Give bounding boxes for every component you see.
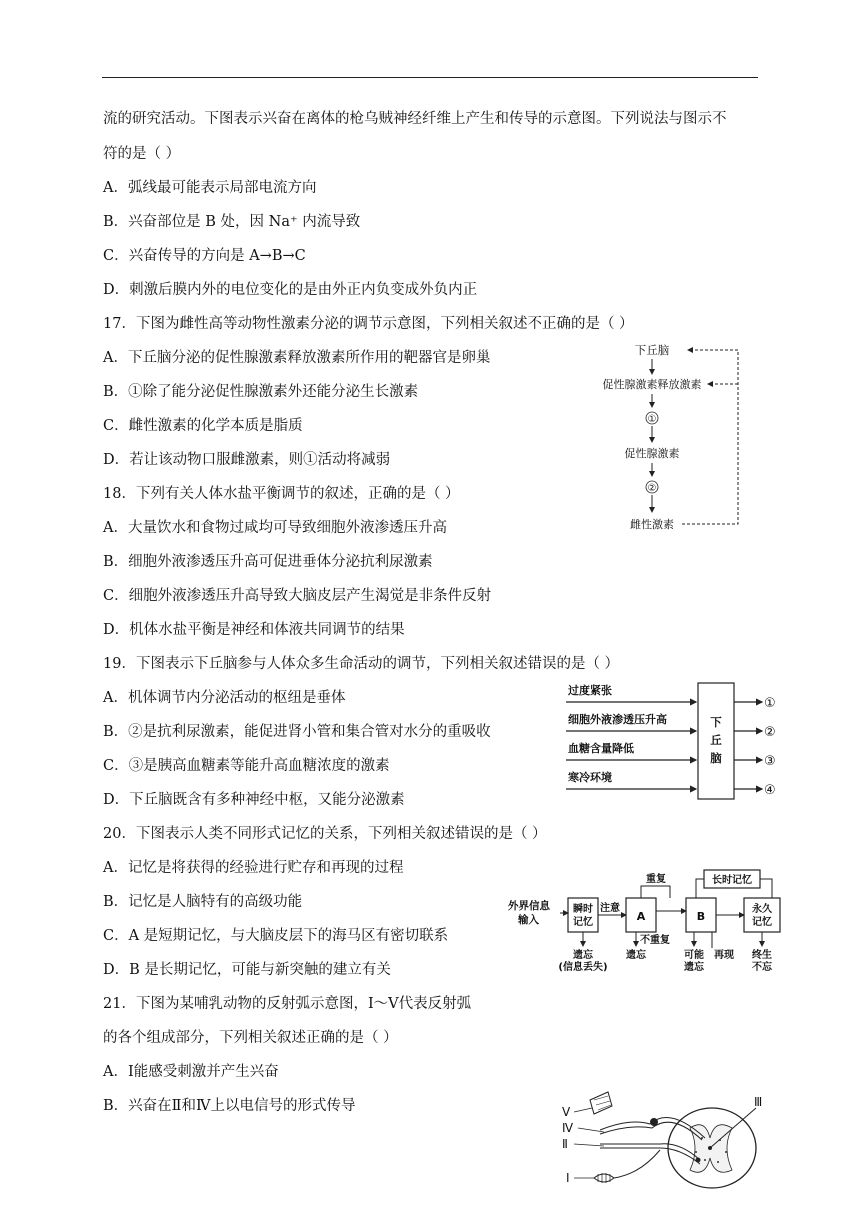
q20-box-a-label: A <box>636 910 646 923</box>
q19-input-osmotic: 细胞外液渗透压升高 <box>568 713 667 726</box>
q21-option-b: B．兴奋在Ⅱ和Ⅳ上以电信号的形式传导 <box>103 1098 356 1114</box>
q17-node-gonadotropin: 促性腺激素 <box>624 447 680 460</box>
q17-node-gnrh: 促性腺激素释放激素 <box>602 378 702 391</box>
q19-output-2: ② <box>764 725 776 740</box>
q19-option-c: C．③是胰高血糖素等能升高血糖浓度的激素 <box>103 758 390 774</box>
q20-attention: 注意 <box>600 903 620 914</box>
q17-option-c: C．雌性激素的化学本质是脂质 <box>103 418 303 434</box>
q19-box-char-1: 下 <box>710 715 722 729</box>
q19-box-char-3: 脑 <box>710 751 722 765</box>
q19-output-3: ③ <box>764 754 776 769</box>
q21-reflex-arc-diagram <box>560 1078 790 1208</box>
q16-option-a: A．弧线最可能表示局部电流方向 <box>103 180 317 196</box>
q16-option-b: B．兴奋部位是 B 处，因 Na⁺ 内流导致 <box>103 214 361 230</box>
q20-permanent-1: 永久 <box>752 904 772 915</box>
q18-option-a: A．大量饮水和食物过咸均可导致细胞外液渗透压升高 <box>103 520 447 536</box>
q20-option-c: C．A 是短期记忆，与大脑皮层下的海马区有密切联系 <box>103 928 449 944</box>
q16-intro-line2: 符的是（ ） <box>103 146 181 162</box>
q19-input-stress: 过度紧张 <box>568 684 612 697</box>
header-rule <box>102 77 758 78</box>
q17-hormone-diagram <box>590 338 750 538</box>
q18-option-c: C．细胞外液渗透压升高导致大脑皮层产生渴觉是非条件反射 <box>103 588 492 604</box>
q16-option-c: C．兴奋传导的方向是 A→B→C <box>103 248 306 264</box>
q20-stem: 20．下图表示人类不同形式记忆的关系，下列相关叙述错误的是（ ） <box>103 826 547 842</box>
q19-stem: 19．下图表示下丘脑参与人体众多生命活动的调节，下列相关叙述错误的是（ ） <box>103 656 620 672</box>
q17-node-2: ② <box>647 483 657 494</box>
q21-option-a: A．Ⅰ能感受刺激并产生兴奋 <box>103 1064 279 1080</box>
q21-stem-line2: 的各个组成部分，下列相关叙述正确的是（ ） <box>103 1030 398 1046</box>
q21-label-ii: Ⅱ <box>562 1137 568 1151</box>
q18-option-b: B．细胞外液渗透压升高可促进垂体分泌抗利尿激素 <box>103 554 433 570</box>
q19-output-4: ④ <box>764 783 776 798</box>
q20-forget-2: 遗忘 <box>626 950 646 961</box>
q20-box-instant-2: 记忆 <box>573 917 593 928</box>
q20-maybe-2: 遗忘 <box>684 962 704 973</box>
q18-option-d: D．机体水盐平衡是神经和体液共同调节的结果 <box>103 622 405 638</box>
q17-option-a: A．下丘脑分泌的促性腺激素释放激素所作用的靶器官是卵巢 <box>103 350 491 366</box>
q20-option-d: D．B 是长期记忆，可能与新突触的建立有关 <box>103 962 391 978</box>
q19-option-a: A．机体调节内分泌活动的枢纽是垂体 <box>103 690 346 706</box>
q17-node-hypothalamus: 下丘脑 <box>634 343 670 357</box>
q21-label-iv: Ⅳ <box>562 1121 574 1135</box>
q20-life-2: 不忘 <box>752 962 772 973</box>
q20-recall: 再现 <box>714 950 734 961</box>
q17-node-1: ① <box>647 414 657 425</box>
q17-node-estrogen: 雌性激素 <box>630 518 674 531</box>
q20-box-b-label: B <box>696 910 706 923</box>
q21-label-i: Ⅰ <box>566 1171 570 1185</box>
q17-option-b: B．①除了能分泌促性腺激素外还能分泌生长激素 <box>103 384 419 400</box>
q19-hypothalamus-diagram <box>562 680 812 802</box>
q20-memory-diagram <box>502 866 792 984</box>
q17-option-d: D．若让该动物口服雌激素，则①活动将减弱 <box>103 452 391 468</box>
q20-forget-1b: (信息丢失) <box>558 962 608 973</box>
q21-label-iii: Ⅲ <box>754 1095 763 1109</box>
q20-maybe-1: 可能 <box>684 950 704 961</box>
q20-option-b: B．记忆是人脑特有的高级功能 <box>103 894 303 910</box>
q19-option-b: B．②是抗利尿激素，能促进肾小管和集合管对水分的重吸收 <box>103 724 491 740</box>
q20-repeat: 重复 <box>646 874 666 885</box>
q18-stem: 18．下列有关人体水盐平衡调节的叙述，正确的是（ ） <box>103 486 460 502</box>
q20-permanent-2: 记忆 <box>752 917 772 928</box>
q16-option-d: D．刺激后膜内外的电位变化的是由外正内负变成外负内正 <box>103 282 478 298</box>
q21-stem-line1: 21．下图为某哺乳动物的反射弧示意图，Ⅰ～Ⅴ代表反射弧 <box>103 996 472 1012</box>
q20-long-label: 长时记忆 <box>712 875 752 886</box>
q20-option-a: A．记忆是将获得的经验进行贮存和再现的过程 <box>103 860 404 876</box>
q19-input-glucose: 血糖含量降低 <box>568 742 634 755</box>
q17-stem: 17．下图为雌性高等动物性激素分泌的调节示意图，下列相关叙述不正确的是（ ） <box>103 316 634 332</box>
q16-intro-line1: 流的研究活动。下图表示兴奋在离体的枪乌贼神经纤维上产生和传导的示意图。下列说法与图示不 <box>103 111 727 127</box>
q20-input-2: 输入 <box>518 914 539 926</box>
q19-output-1: ① <box>764 696 776 711</box>
q19-box-char-2: 丘 <box>710 733 722 747</box>
q21-label-v: Ⅴ <box>562 1105 571 1119</box>
q20-norepeat: 不重复 <box>640 935 670 946</box>
q19-input-cold: 寒冷环境 <box>568 771 612 784</box>
q20-life-1: 终生 <box>752 950 772 961</box>
q20-forget-1: 遗忘 <box>573 950 593 961</box>
q19-option-d: D．下丘脑既含有多种神经中枢，又能分泌激素 <box>103 792 405 808</box>
q20-input-1: 外界信息 <box>508 900 550 912</box>
q20-box-instant-1: 瞬时 <box>573 904 593 915</box>
